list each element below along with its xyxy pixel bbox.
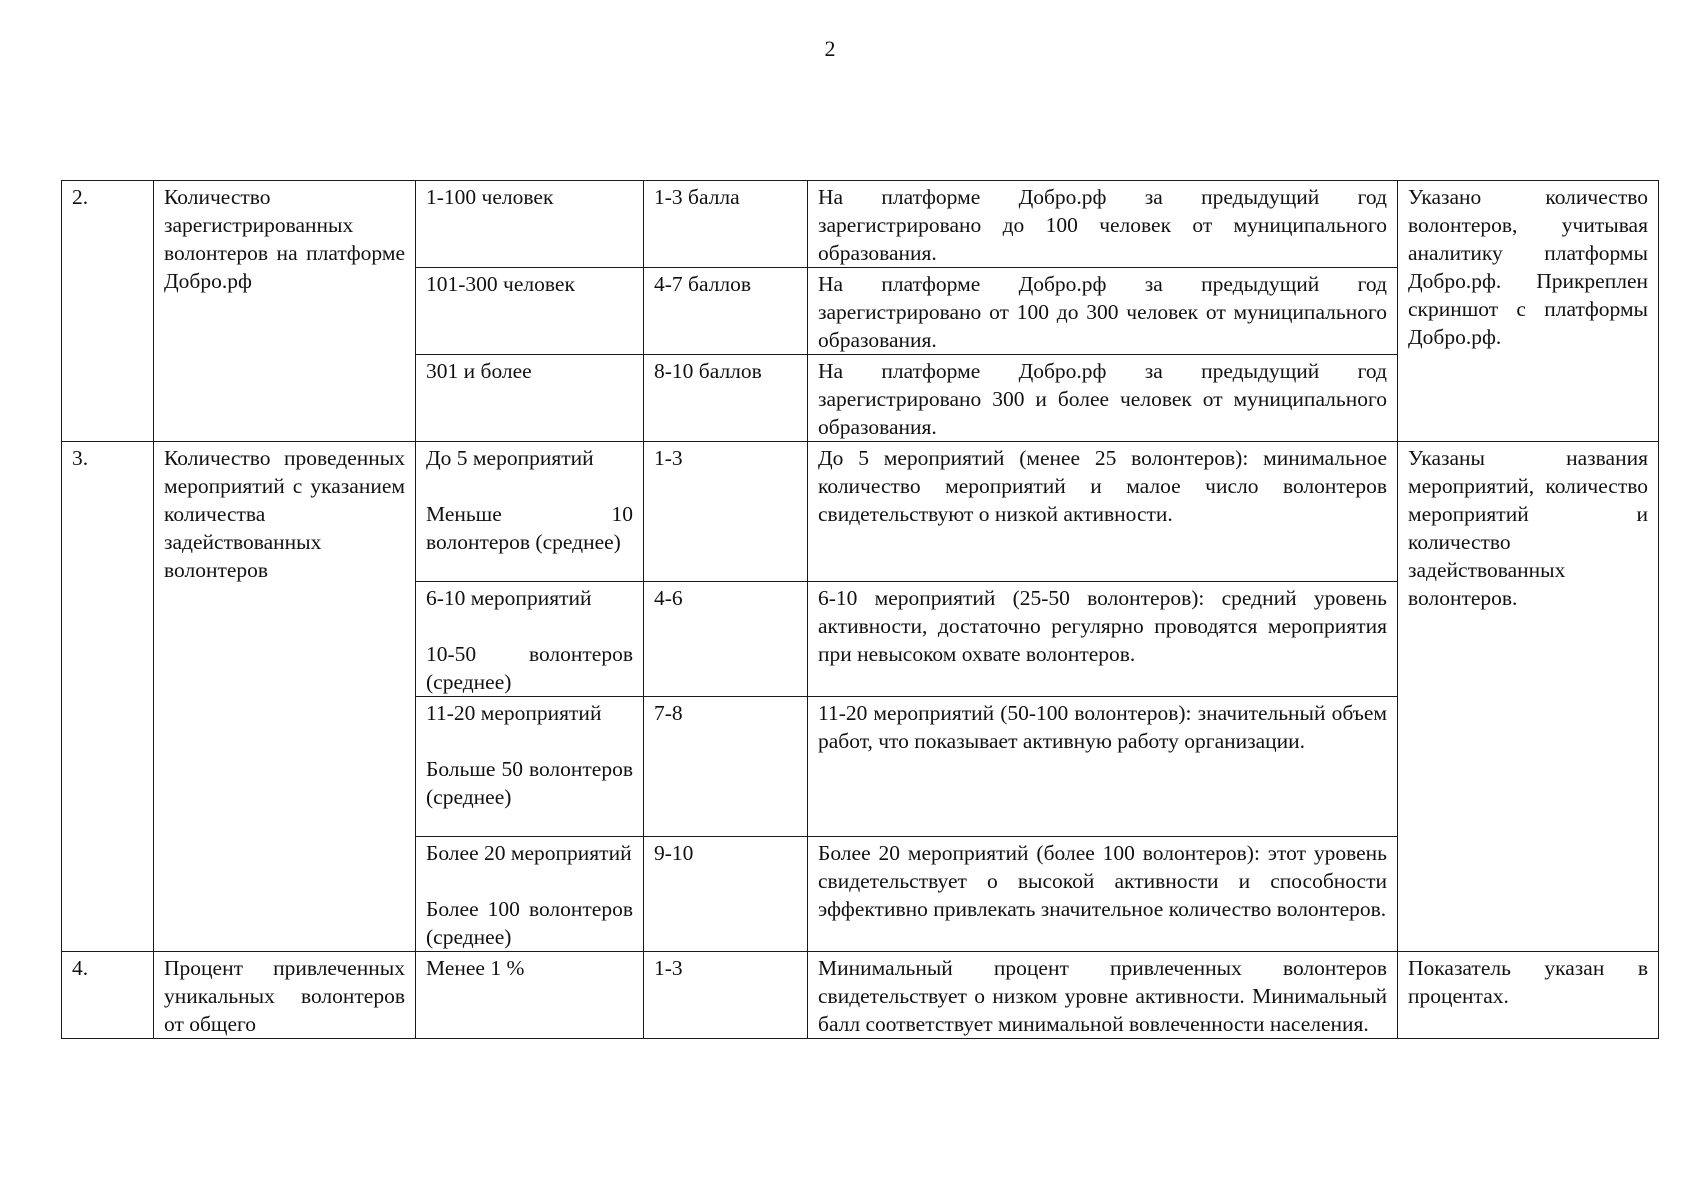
range-cell: 301 и более [416,355,644,442]
range-cell [416,837,644,952]
description-cell: 11-20 мероприятий (50-100 волонтеров): значительный объем работ, что показывает активную работу организации. [808,697,1398,837]
table-row [62,181,1659,268]
score-cell: 4-6 [644,582,808,697]
description-cell: 6-10 мероприятий (25-50 волонтеров): средний уровень активности, достаточно регулярно проводятся мероприятия при невысоком охвате волонтеров. [808,582,1398,697]
range-volunteers: Больше 50 волонтеров (среднее) [426,757,633,809]
table-row [62,952,1659,1039]
range-volunteers: 10-50 волонтеров (среднее) [426,642,633,694]
description-cell: На платформе Добро.рф за предыдущий год зарегистрировано от 100 до 300 человек от муниципального образования. [808,268,1398,355]
range-cell: Менее 1 % [416,952,644,1039]
range-cell: 1-100 человек [416,181,644,268]
range-cell: 101-300 человек [416,268,644,355]
range-cell [416,442,644,582]
confirmation-cell: Показатель указан в процентах. [1398,952,1659,1039]
score-cell: 4-7 баллов [644,268,808,355]
criterion-cell: Количество зарегистрированных волонтеров на платформе Добро.рф [154,181,416,442]
score-cell: 9-10 [644,837,808,952]
description-cell: Более 20 мероприятий (более 100 волонтеров): этот уровень свидетельствует о высокой активности и способности эффективно привлекать значительное количество волонтеров. [808,837,1398,952]
range-volunteers: Меньше 10 волонтеров (среднее) [426,502,633,554]
range-events: До 5 мероприятий [426,446,594,470]
criteria-table [61,180,1659,1039]
criterion-cell: Процент привлеченных уникальных волонтеров от общего [154,952,416,1039]
row-number: 2. [62,181,154,442]
range-events: 11-20 мероприятий [426,701,602,725]
row-number: 4. [62,952,154,1039]
row-number: 3. [62,442,154,952]
range-events: Более 20 мероприятий [426,841,632,865]
range-cell [416,582,644,697]
score-cell: 8-10 баллов [644,355,808,442]
score-cell: 7-8 [644,697,808,837]
criterion-cell: Количество проведенных мероприятий с указанием количества задействованных волонтеров [154,442,416,952]
score-cell: 1-3 балла [644,181,808,268]
confirmation-cell: Указаны названия мероприятий, количество мероприятий и количество задействованных волонтеров. [1398,442,1659,952]
description-cell: На платформе Добро.рф за предыдущий год зарегистрировано 300 и более человек от муниципального образования. [808,355,1398,442]
confirmation-cell: Указано количество волонтеров, учитывая аналитику платформы Добро.рф. Прикреплен скриншот с платформы Добро.рф. [1398,181,1659,442]
score-cell: 1-3 [644,952,808,1039]
range-volunteers: Более 100 волонтеров (среднее) [426,897,633,949]
score-cell: 1-3 [644,442,808,582]
description-cell: На платформе Добро.рф за предыдущий год зарегистрировано до 100 человек от муниципального образования. [808,181,1398,268]
range-events: 6-10 мероприятий [426,586,592,610]
description-cell: Минимальный процент привлеченных волонтеров свидетельствует о низком уровне активности. Минимальный балл соответствует минимальной вовлеченности населения. [808,952,1398,1039]
table-row [62,442,1659,582]
description-cell: До 5 мероприятий (менее 25 волонтеров): минимальное количество мероприятий и малое число волонтеров свидетельствуют о низкой активности. [808,442,1398,582]
page-number: 2 [824,36,836,61]
range-cell [416,697,644,837]
